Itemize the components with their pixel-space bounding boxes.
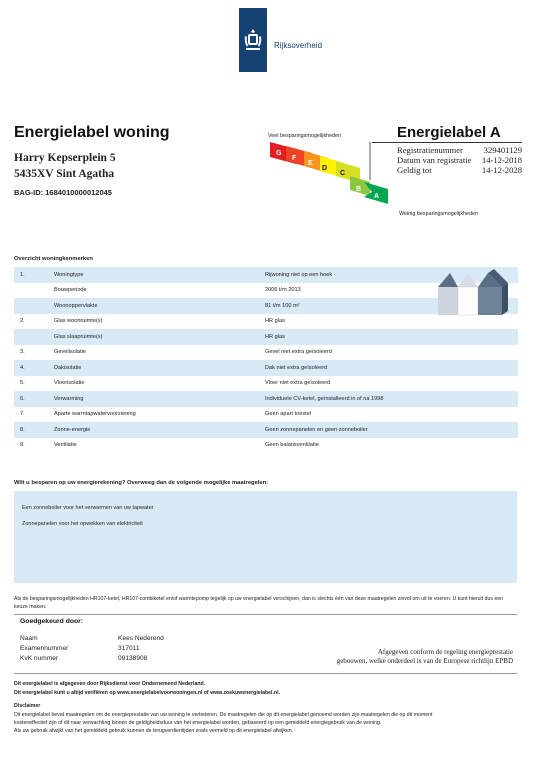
row-label: Bouwperiode xyxy=(54,287,87,294)
conform-line: gebouwen, welke onderdeel is van de Europese richtlijn EPBD xyxy=(336,657,513,665)
row-number: 6. xyxy=(14,391,54,407)
row-number: 5. xyxy=(20,380,25,387)
row-value: Dak niet extra geïsoleerd xyxy=(265,360,518,376)
approved-block xyxy=(14,614,517,674)
row-label: Zonne-energie xyxy=(54,422,265,438)
row-value: Individuele CV-ketel, geïnstalleerd in of na 1998 xyxy=(265,391,518,407)
label-class-E-text: E xyxy=(308,160,313,167)
disclaimer-line: kosteneffectief zijn of dit naar verwachting binnen de geldigheidsduur van het energielabel worden, gebaseerd op een gemiddeld energiegebruik van de woning. xyxy=(14,720,382,726)
label-class-F-text: F xyxy=(292,155,297,162)
reg-value: 329401129 xyxy=(483,145,522,155)
savings-footnote: Als de besparingsmogelijkheden HR107-ketel, HR107-combiketel en/of warmtepomp tegelijk op uw energielabel verschijnen, dan is slechts één van deze maatregelen zinvol om uit te voeren. U kunt hieruit dus een keuze maken. xyxy=(14,596,504,611)
crest-icon xyxy=(244,28,262,54)
row-label: Woningtype xyxy=(54,267,265,283)
label-top-caption: Veel besparingsmogelijkheden xyxy=(268,133,342,139)
row-value: Geen apart toestel xyxy=(265,411,312,418)
reg-value: 14-12-2018 xyxy=(481,155,522,165)
disclaimer-line: Dit energielabel bevat maatregelen om de energieprestatie van uw woning te verbeteren. De maatregelen die op dit energielabel genoemd worden zijn maatregelen die op dit moment xyxy=(14,712,433,718)
approved-value: 317011 xyxy=(118,645,140,652)
overview-row xyxy=(14,422,518,438)
row-value: Geen balansventilatie xyxy=(265,442,319,449)
row-label: Verwarming xyxy=(54,391,265,407)
registration-block xyxy=(397,145,522,175)
row-number: 8. xyxy=(14,422,54,438)
savings-item: Zonnepanelen voor het opwekken van elektriciteit xyxy=(22,521,143,527)
reg-value: 14-12-2028 xyxy=(481,165,522,175)
label-class-D-text: D xyxy=(322,165,328,172)
bag-id: BAG-ID: 1684010000012045 xyxy=(14,188,112,197)
row-number: 9. xyxy=(20,442,25,449)
overview-row xyxy=(14,438,518,454)
row-number xyxy=(14,298,54,314)
row-label: Woonoppervlakte xyxy=(54,298,265,314)
overview-row xyxy=(14,376,518,392)
label-class-G-text: G xyxy=(276,150,282,157)
row-value: Gevel niet extra geïsoleerd xyxy=(265,349,332,356)
disclaimer-title: Disclaimer xyxy=(14,703,41,709)
house-icon xyxy=(432,269,512,317)
savings-item: Een zonneboiler voor het verwarmen van uw tapwater xyxy=(22,505,154,511)
approved-label: KvK nummer xyxy=(20,655,59,662)
row-label: Glas woonruimte(s) xyxy=(54,318,103,325)
row-value: HR glas xyxy=(265,318,285,325)
row-value: HR glas xyxy=(265,329,518,345)
row-label: Gevelisolatie xyxy=(54,349,87,356)
registration-row xyxy=(397,145,522,155)
approved-heading: Goedgekeurd door: xyxy=(20,618,84,625)
row-label: Vloerisolatie xyxy=(54,380,85,387)
row-label: Dakisolatie xyxy=(54,360,265,376)
footer-issued: Dit energielabel is afgegeven door Rijksdienst voor Ondernemend Nederland. xyxy=(14,681,206,687)
footer-verify: Dit energielabel kunt u altijd verifiëren op www.energielabelvoorwoningen.nl of www.zoekuwenergielabel.nl. xyxy=(14,690,280,696)
approved-value: Kees Nederend xyxy=(118,635,164,642)
row-number: 1. xyxy=(14,267,54,283)
approved-value: 09138908 xyxy=(118,655,148,662)
row-number xyxy=(14,329,54,345)
row-value: Geen zonnepanelen en geen zonneboiler xyxy=(265,422,518,438)
overview-row xyxy=(14,407,518,423)
approved-label: Naam xyxy=(20,635,38,642)
registration-row xyxy=(397,155,522,165)
page-title: Energielabel woning xyxy=(14,124,170,141)
row-label: Ventilatie xyxy=(54,442,77,449)
row-label: Aparte warmtapwatervoorziening xyxy=(54,411,136,418)
registration-row xyxy=(397,165,522,175)
address-street: Harry Kepserplein 5 xyxy=(14,152,116,164)
overview-row xyxy=(14,329,518,345)
overview-row xyxy=(14,391,518,407)
approved-label: Examennummer xyxy=(20,645,69,652)
row-value: 81 t/m 100 m² xyxy=(265,298,518,314)
energy-label-graphic xyxy=(266,140,396,218)
row-number: 3. xyxy=(20,349,25,356)
reg-label: Registratienummer xyxy=(397,145,463,155)
row-value: 2006 t/m 2013 xyxy=(265,287,301,294)
disclaimer-line: Als uw gebruik afwijkt van het gemiddeld gebruik kunnen de terugverdientijden zoals vermeld op dit energielabel afwijken. xyxy=(14,728,294,734)
energy-label-title: Energielabel A xyxy=(397,124,501,141)
reg-label: Geldig tot xyxy=(397,165,432,175)
savings-box xyxy=(14,491,517,583)
row-number: 7. xyxy=(20,411,25,418)
label-bottom-caption: Weinig besparingsmogelijkheden xyxy=(399,211,479,217)
conform-line: Afgegeven conform de regeling energieprestatie xyxy=(377,648,513,656)
logo-text: Rijksoverheid xyxy=(274,41,323,50)
row-number xyxy=(14,283,54,299)
row-number: 4. xyxy=(14,360,54,376)
label-class-A-text: A xyxy=(374,193,380,200)
savings-heading: Wilt u besparen op uw energierekening? Overweeg dan de volgende mogelijke maatregelen: xyxy=(14,480,269,486)
rijksoverheid-logo xyxy=(239,8,267,72)
row-label: Glas slaapruimte(s) xyxy=(54,329,265,345)
overview-heading: Overzicht woningkenmerken xyxy=(14,256,93,262)
label-class-B-text: B xyxy=(356,186,362,193)
row-value: Vloer niet extra geïsoleerd xyxy=(265,380,331,387)
row-number: 2. xyxy=(20,318,25,325)
overview-row xyxy=(14,345,518,361)
reg-label: Datum van registratie xyxy=(397,155,472,165)
row-value: Rijwoning niet op een hoek xyxy=(265,267,518,283)
overview-row xyxy=(14,360,518,376)
label-divider xyxy=(372,142,522,143)
address-city: 5435XV Sint Agatha xyxy=(14,168,115,180)
label-class-C-text: C xyxy=(340,170,346,177)
